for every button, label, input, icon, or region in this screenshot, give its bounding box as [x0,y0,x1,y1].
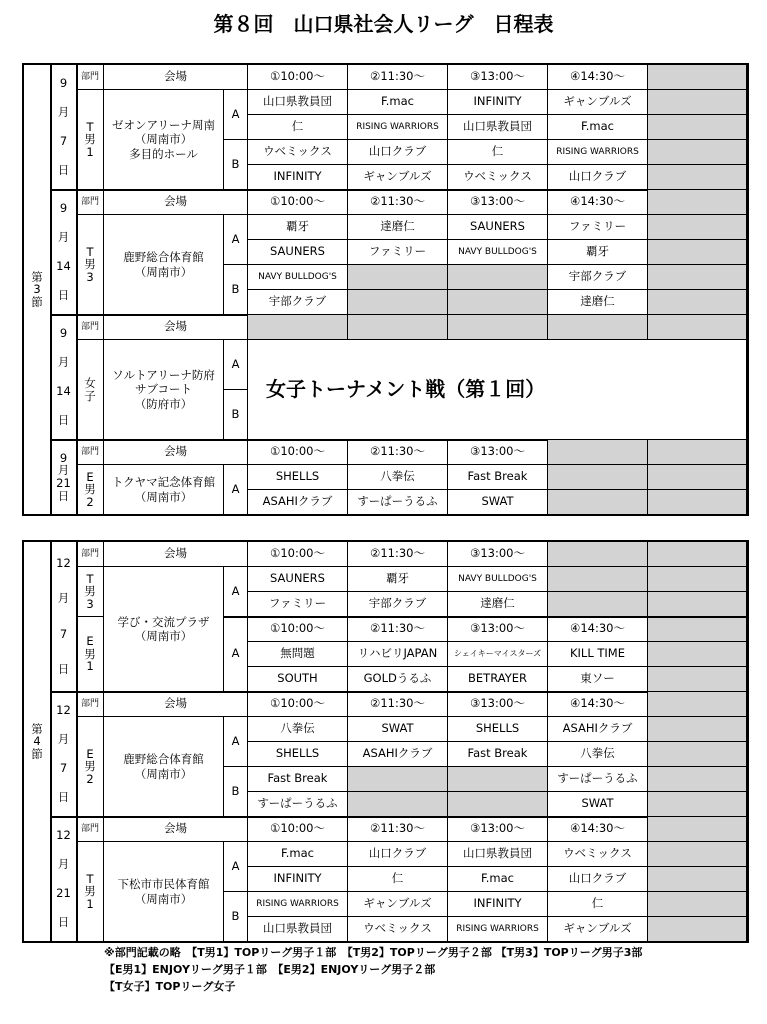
date-char: 月 [57,104,70,119]
empty-slot [648,592,747,617]
time-slot: ①10:00～ [248,617,348,642]
venue-line: 下松市市民体育館 [117,877,210,892]
venue-line: （周南市） [134,132,193,147]
date-label [51,440,77,515]
division-char: T [86,244,94,259]
empty-slot [548,592,648,617]
empty-slot [348,792,448,817]
team-cell: リハビリJAPAN [348,642,448,667]
empty-slot [548,315,648,340]
date-label [51,817,77,942]
venue-header: 会場 [104,65,248,90]
venue-cell [104,842,224,942]
column-divider [50,542,52,942]
empty-slot [348,315,448,340]
date-char: 月 [57,731,70,746]
team-cell: Fast Break [448,465,548,490]
team-cell: 宇部クラブ [548,265,648,290]
time-slot: ④14:30～ [548,617,648,642]
team-cell: すーぱーうるふ [548,767,648,792]
venue-header: 会場 [104,190,248,215]
team-cell: 山口県教員団 [248,917,348,942]
empty-slot [648,190,747,215]
setsu-char: 節 [31,294,43,309]
team-cell: INFINITY [248,867,348,892]
team-cell: ウベミックス [448,165,548,190]
division-char: E [86,634,94,649]
date-char: 日 [57,488,70,503]
empty-slot [648,842,747,867]
venue-line: サブコート [135,382,192,397]
time-slot: ②11:30～ [348,817,448,842]
time-slot: ④14:30～ [548,692,648,717]
team-cell: 覇牙 [248,215,348,240]
team-cell: SWAT [448,490,548,515]
division-char: 3 [86,596,94,611]
time-slot: ③13:00～ [448,817,548,842]
division-char: E [86,746,94,761]
team-cell: ギャンブルズ [548,90,648,115]
team-cell: 山口県教員団 [448,115,548,140]
venue-header: 会場 [104,542,248,567]
venue-line: ゼオンアリーナ周南 [111,117,216,132]
division-header: 部門 [77,692,104,717]
team-cell: ASAHIクラブ [548,717,648,742]
team-cell: 山口県教員団 [248,90,348,115]
team-cell: RISING WARRIORS [548,140,648,165]
team-cell: SAUNERS [448,215,548,240]
team-cell: INFINITY [448,90,548,115]
venue-line: （周南市） [134,891,193,906]
empty-slot [348,290,448,315]
court-b-label: B [224,892,248,942]
division-char: 男 [84,646,96,661]
date-char: 7 [59,760,68,775]
venue-line: トクヤマ記念体育館 [111,475,216,490]
team-cell: ギャンブルズ [348,165,448,190]
setsu-char: 節 [31,746,43,761]
setsu-char: 第 [31,269,43,284]
empty-slot [648,617,747,642]
venue-line: （周南市） [134,766,193,781]
venue-line: 学び・交流プラザ [117,614,210,629]
division-char: 1 [86,896,94,911]
team-cell: すーぱーうるふ [248,792,348,817]
time-slot: ③13:00～ [448,542,548,567]
division-header: 部門 [77,542,104,567]
venue-header: 会場 [104,692,248,717]
note-line: 【E男1】ENJOYリーグ男子１部 【E男2】ENJOYリーグ男子２部 [104,963,436,976]
time-slot: ①10:00～ [248,190,348,215]
team-cell: ギャンブルズ [548,917,648,942]
team-cell: NAVY BULLDOG'S [448,567,548,592]
venue-cell [104,717,224,817]
team-cell: GOLDうるふ [348,667,448,692]
team-cell: SAUNERS [248,240,348,265]
date-char: 7 [59,133,68,148]
empty-slot [648,542,747,567]
empty-slot [248,315,348,340]
empty-slot [448,290,548,315]
empty-slot [648,917,747,942]
empty-slot [648,465,747,490]
empty-slot [648,817,747,842]
team-cell: 覇牙 [548,240,648,265]
team-cell: ウベミックス [548,842,648,867]
division-char: 女 [84,375,96,390]
division-char: T [86,571,94,586]
note-line: ※部門記載の略 【T男1】TOPリーグ男子１部 【T男2】TOPリーグ男子２部 【T男3】TOPリーグ男子3部 [104,946,643,959]
team-cell: INFINITY [448,892,548,917]
division-label [77,340,104,440]
empty-slot [648,215,747,240]
division-header: 部門 [77,315,104,340]
setsu-char: 4 [33,734,41,749]
team-cell: NAVY BULLDOG'S [248,265,348,290]
team-cell: F.mac [548,115,648,140]
team-cell: ASAHIクラブ [248,490,348,515]
column-divider [76,542,78,942]
team-cell: 達磨仁 [448,592,548,617]
division-char: T [86,871,94,886]
team-cell: すーぱーうるふ [348,490,448,515]
date-char: 21 [56,476,71,490]
team-cell: 仁 [348,867,448,892]
team-cell: 八拳伝 [348,465,448,490]
division-label [77,617,104,692]
division-label [77,717,104,817]
court-b-label: B [224,767,248,817]
date-char: 9 [59,450,68,465]
venue-line: （周南市） [134,489,193,504]
team-cell: Fast Break [248,767,348,792]
empty-slot [648,115,747,140]
venue-header: 会場 [104,817,248,842]
division-header: 部門 [77,65,104,90]
date-char: 12 [56,827,71,842]
division-header: 部門 [77,817,104,842]
division-label [77,215,104,315]
time-slot: ①10:00～ [248,440,348,465]
division-header: 部門 [77,190,104,215]
time-slot: ②11:30～ [348,617,448,642]
date-char: 日 [57,287,70,302]
empty-slot [348,767,448,792]
team-cell: SWAT [548,792,648,817]
empty-slot [648,767,747,792]
schedule-section-3 [22,63,749,516]
court-b-label: B [224,265,248,315]
empty-slot [448,792,548,817]
date-char: 月 [57,591,70,606]
division-label [77,465,104,515]
division-char: 2 [86,494,94,509]
date-label [51,65,77,190]
team-cell: 仁 [248,115,348,140]
venue-cell [104,90,224,190]
team-cell: 八拳伝 [248,717,348,742]
empty-slot [548,465,648,490]
time-slot: ①10:00～ [248,542,348,567]
empty-slot [648,165,747,190]
division-label [77,567,104,617]
empty-slot [648,567,747,592]
venue-line: （周南市） [134,264,193,279]
time-slot: ①10:00～ [248,692,348,717]
court-b-label: B [224,140,248,190]
division-label [77,90,104,190]
division-char: 男 [84,884,96,899]
team-cell: RISING WARRIORS [348,115,448,140]
venue-line: （周南市） [134,629,193,643]
empty-slot [648,315,747,340]
empty-slot [648,90,747,115]
page-title: 第８回 山口県社会人リーグ 日程表 [213,12,554,36]
tournament-banner: 女子トーナメント戦（第１回） [248,340,747,440]
team-cell: 山口クラブ [548,165,648,190]
venue-header: 会場 [104,315,248,340]
team-cell: F.mac [348,90,448,115]
time-slot: ③13:00～ [448,617,548,642]
team-cell: 八拳伝 [548,742,648,767]
empty-slot [548,440,648,465]
time-slot: ③13:00～ [448,190,548,215]
empty-slot [648,717,747,742]
empty-slot [648,742,747,767]
division-char: 3 [86,269,94,284]
setsu-char: 第 [31,721,43,736]
team-cell: ウベミックス [248,140,348,165]
division-char: 男 [84,584,96,599]
team-cell: ファミリー [348,240,448,265]
team-cell: Fast Break [448,742,548,767]
note-line: 【T女子】TOPリーグ女子 [104,980,236,993]
team-cell: F.mac [448,867,548,892]
time-slot: ②11:30～ [348,542,448,567]
empty-slot [648,667,747,692]
venue-cell [104,567,224,692]
team-cell: 覇牙 [348,567,448,592]
empty-slot [448,315,548,340]
date-char: 7 [59,626,68,641]
court-a-label: A [224,90,248,140]
team-cell: SAUNERS [248,567,348,592]
empty-slot [648,65,747,90]
team-cell: INFINITY [248,165,348,190]
time-slot: ④14:30～ [548,190,648,215]
setsu-char: 3 [33,282,41,297]
date-label [51,315,77,440]
team-cell: 東ソー [548,667,648,692]
court-a-label: A [224,465,248,515]
division-char: 子 [84,388,96,403]
division-char: E [86,469,94,484]
court-a-label: A [224,717,248,767]
team-cell: SHELLS [248,742,348,767]
date-char: 9 [59,200,68,215]
date-char: 9 [59,75,68,90]
empty-slot [448,265,548,290]
venue-cell [104,215,224,315]
division-label [77,842,104,942]
schedule-section-4 [22,540,749,943]
team-cell: 達磨仁 [548,290,648,315]
setsu-label [24,65,51,515]
division-char: 1 [86,144,94,159]
date-char: 日 [57,412,70,427]
team-cell: KILL TIME [548,642,648,667]
team-cell: SWAT [348,717,448,742]
division-char: 1 [86,659,94,674]
team-cell: 達磨仁 [348,215,448,240]
team-cell: 仁 [448,140,548,165]
date-char: 月 [57,463,70,478]
team-cell: 山口県教員団 [448,842,548,867]
team-cell: ファミリー [248,592,348,617]
date-char: 9 [59,325,68,340]
time-slot: ②11:30～ [348,692,448,717]
empty-slot [648,892,747,917]
time-slot: ②11:30～ [348,65,448,90]
time-slot: ③13:00～ [448,440,548,465]
team-cell: 山口クラブ [348,140,448,165]
team-cell: 宇部クラブ [348,592,448,617]
time-slot: ①10:00～ [248,65,348,90]
date-char: 月 [57,856,70,871]
empty-slot [548,490,648,515]
team-cell: ギャンブルズ [348,892,448,917]
date-char: 月 [57,354,70,369]
date-label [51,190,77,315]
team-cell: 山口クラブ [548,867,648,892]
empty-slot [648,490,747,515]
team-cell: シェイキーマイスターズ [448,642,548,667]
venue-cell [104,340,224,440]
date-char: 12 [56,702,71,717]
court-a-label: A [224,215,248,265]
division-header: 部門 [77,440,104,465]
division-char: 2 [86,771,94,786]
empty-slot [448,767,548,792]
empty-slot [348,265,448,290]
section-divider [224,616,749,618]
venue-line: （防府市） [134,396,193,411]
empty-slot [648,867,747,892]
division-abbreviation-notes [104,944,642,995]
date-char: 日 [57,162,70,177]
date-label [51,542,77,692]
empty-slot [648,240,747,265]
division-char: 男 [84,759,96,774]
team-cell: 山口クラブ [348,842,448,867]
time-slot: ③13:00～ [448,65,548,90]
court-a-label: A [224,340,248,390]
team-cell: RISING WARRIORS [248,892,348,917]
time-slot: ②11:30～ [348,440,448,465]
empty-slot [548,542,648,567]
team-cell: 無問題 [248,642,348,667]
team-cell: SHELLS [248,465,348,490]
court-a-label: A [224,617,248,692]
team-cell: SOUTH [248,667,348,692]
team-cell: 仁 [548,892,648,917]
division-char: T [86,119,94,134]
empty-slot [648,140,747,165]
date-char: 21 [56,885,71,900]
date-char: 月 [57,229,70,244]
date-label [51,692,77,817]
empty-slot [548,567,648,592]
empty-slot [648,440,747,465]
venue-line: ソルトアリーナ防府 [112,367,215,382]
team-cell: RISING WARRIORS [448,917,548,942]
time-slot: ③13:00～ [448,692,548,717]
time-slot: ④14:30～ [548,817,648,842]
team-cell: ファミリー [548,215,648,240]
venue-header: 会場 [104,440,248,465]
date-char: 日 [57,661,70,676]
venue-cell [104,465,224,515]
time-slot: ①10:00～ [248,817,348,842]
time-slot: ②11:30～ [348,190,448,215]
court-b-label: B [224,390,248,440]
date-char: 14 [56,383,71,398]
team-cell: 宇部クラブ [248,290,348,315]
venue-line: 鹿野総合体育館 [123,752,204,767]
team-cell: BETRAYER [448,667,548,692]
empty-slot [648,290,747,315]
division-char: 男 [84,257,96,272]
court-a-label: A [224,842,248,892]
team-cell: SHELLS [448,717,548,742]
venue-line: 多目的ホール [129,146,198,161]
column-divider [50,65,52,515]
empty-slot [648,265,747,290]
date-char: 日 [57,789,70,804]
date-char: 14 [56,258,71,273]
date-char: 12 [56,556,71,571]
empty-slot [648,792,747,817]
team-cell: ASAHIクラブ [348,742,448,767]
team-cell: F.mac [248,842,348,867]
court-a-label: A [224,567,248,617]
setsu-label [24,542,51,942]
division-char: 男 [84,132,96,147]
division-char: 男 [84,482,96,497]
venue-line: 鹿野総合体育館 [123,250,204,265]
date-char: 日 [57,914,70,929]
team-cell: ウベミックス [348,917,448,942]
empty-slot [648,692,747,717]
team-cell: NAVY BULLDOG'S [448,240,548,265]
empty-slot [648,642,747,667]
column-divider [76,65,78,515]
time-slot: ④14:30～ [548,65,648,90]
